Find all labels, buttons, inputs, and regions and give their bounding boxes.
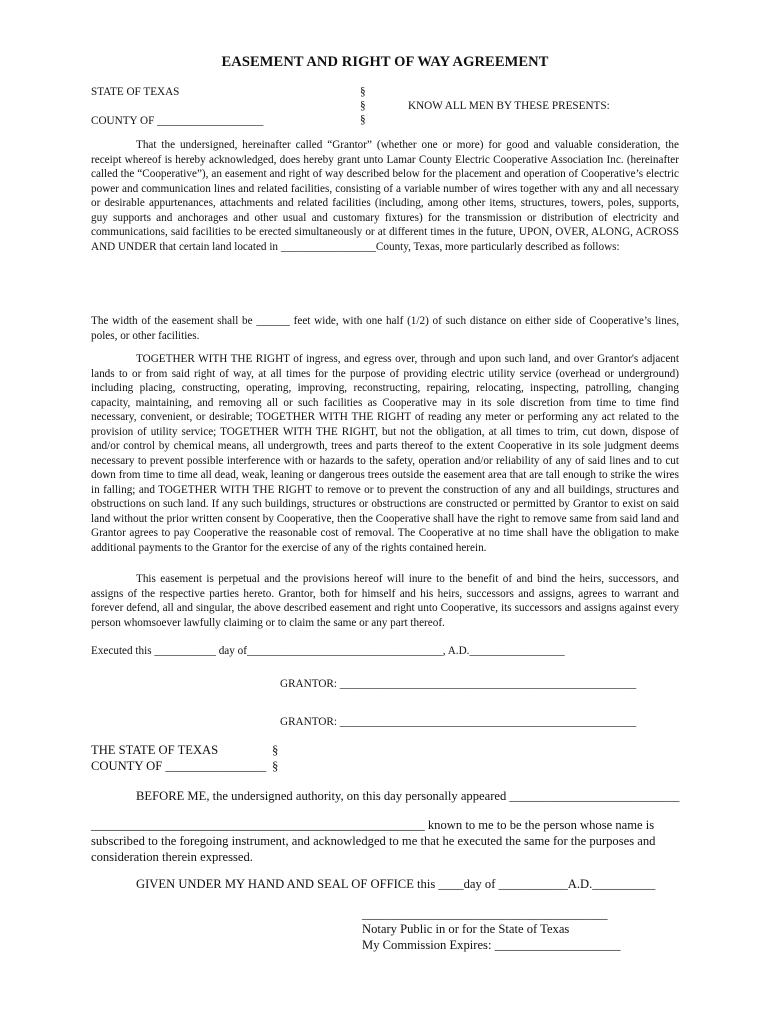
executed-line: Executed this ___________ day of___________________________________, A.D._________________ bbox=[91, 645, 565, 657]
given-under-hand-line: GIVEN UNDER MY HAND AND SEAL OF OFFICE this ____day of ___________A.D.__________ bbox=[136, 877, 656, 891]
known-line: _____________________________________________________ known to me to be the person whose name is bbox=[91, 818, 655, 832]
section-mark: § bbox=[360, 86, 366, 98]
together-paragraph bbox=[91, 352, 679, 555]
perpetual-text: This easement is perpetual and the provisions hereof will inure to the benefit of and bind the heirs, successors, and assigns of the respective parties hereto. Grantor, both for himself and his heirs, successors and assigns, agrees to warrant and forever defend, all and singular, the above described easement and right unto Cooperative, its successors and assigns against every person whomsoever lawfully claiming or to claim the same or any part thereof. bbox=[91, 573, 679, 629]
grant-paragraph bbox=[91, 138, 679, 254]
width-paragraph bbox=[91, 314, 679, 343]
document-title: EASEMENT AND RIGHT OF WAY AGREEMENT bbox=[221, 54, 549, 70]
width-text: The width of the easement shall be ______ feet wide, with one half (1/2) of such distance on either side of Cooperative’s lines, poles, or other facilities. bbox=[91, 315, 679, 342]
grantor-signature-line-2: GRANTOR: _____________________________________________________ bbox=[280, 716, 637, 728]
section-mark: § bbox=[360, 100, 366, 112]
together-text: TOGETHER WITH THE RIGHT of ingress, and egress over, through and upon such land, and over Grantor's adjacent lands to or from said right of way, at all times for the purpose of providing electric utility service (overhead or underground) including placing, constructing, operating, improving, reconstructing, repairing, relocating, inspecting, patrolling, changing capacity, maintaining, and removing all or such facilities as Cooperative may in its sole discretion from time to time find necessary, convenient, or desirable; TOGETHER WITH THE RIGHT of reading any meter or performing any act related to the provision of utility service; TOGETHER WITH THE RIGHT, but not the obligation, at all times to trim, cut down, dispose of and/or control by chemical means, all undergrowth, trees and parts thereof to the extent Cooperative in its sole judgment deems necessary to prevent possible interference with or hazards to the safety, operation and/or reliability of any of said lines and to cut down from time to time all dead, weak, leaning or dangerous trees outside the easement area that are tall enough to strike the wires in falling; and TOGETHER WITH THE RIGHT to remove or to prevent the construction of any and all buildings, structures and obstructions on such land. If any such buildings, structures or obstructions are constructed or permitted by Grantor to exist on said land without the prior written consent by Cooperative, then the Cooperative shall have the right to remove same from said land and Grantor agrees to pay Cooperative the reasonable cost of removal. The Cooperative at no time shall have the obligation to make additional payments to the Grantor for the exercise of any of the rights contained herein. bbox=[91, 353, 679, 554]
know-all-men-heading: KNOW ALL MEN BY THESE PRESENTS: bbox=[408, 100, 610, 112]
acknowledgment-text: subscribed to the foregoing instrument, and acknowledged to me that he executed the same for the purposes and consideration therein expressed. bbox=[91, 834, 656, 864]
section-mark: § bbox=[272, 743, 279, 757]
notary-public-label: Notary Public in or for the State of Texas bbox=[362, 922, 570, 936]
grantor-signature-line-1: GRANTOR: _____________________________________________________ bbox=[280, 678, 637, 690]
grant-text: That the undersigned, hereinafter called “Grantor” (whether one or more) for good and valuable consideration, the receipt whereof is hereby acknowledged, does hereby grant unto Lamar County Electric Cooperative Association Inc. (hereinafter called the “Cooperative”), an easement and right of way described below for the placement and operation of Cooperative’s electric power and communication lines and related facilities, consisting of a variable number of wires together with any and all necessary or desirable appurtenances, attachments and related facilities (including, among other items, structures, towers, poles, supports, guy supports and anchorages and other usual and customary fixtures) for the transmission or distribution of electricity and communications, said facilities to be erected simultaneously or at different times in the future, UPON, OVER, ALONG, ACROSS AND UNDER that certain land located in _________________County, Texas, more particularly described as follows: bbox=[91, 139, 679, 253]
perpetual-paragraph bbox=[91, 572, 679, 630]
notary-state: THE STATE OF TEXAS bbox=[91, 743, 219, 757]
notary-signature-line: _______________________________________ bbox=[362, 907, 608, 921]
header-county: COUNTY OF ___________________ bbox=[91, 115, 264, 127]
before-me-line: BEFORE ME, the undersigned authority, on this day personally appeared ___________________________ bbox=[136, 789, 680, 803]
header-state: STATE OF TEXAS bbox=[91, 86, 180, 98]
commission-expires-line: My Commission Expires: ____________________ bbox=[362, 938, 621, 952]
notary-county: COUNTY OF ________________ bbox=[91, 759, 267, 773]
section-mark: § bbox=[360, 114, 366, 126]
section-mark: § bbox=[272, 759, 279, 773]
